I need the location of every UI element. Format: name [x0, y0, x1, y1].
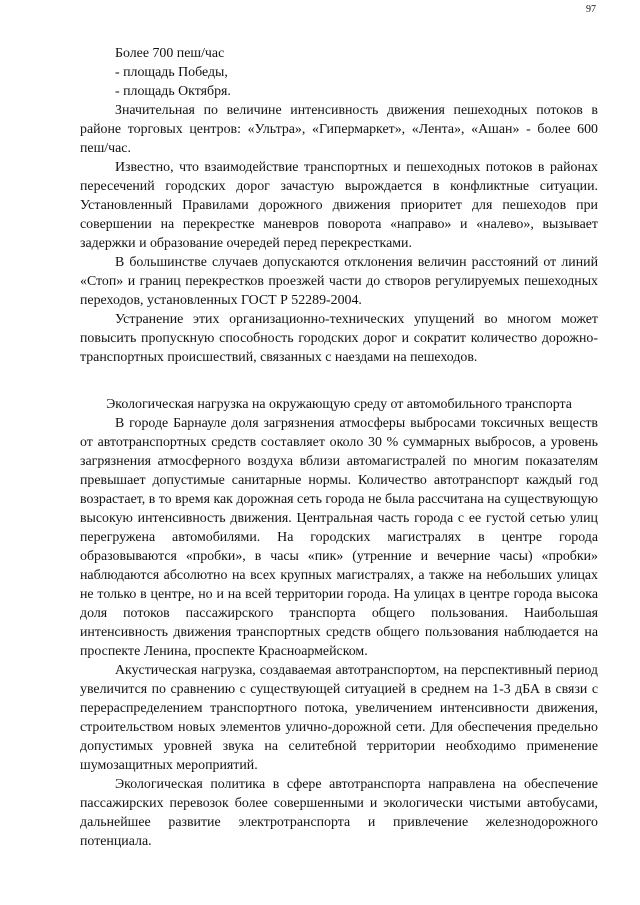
- paragraph: Значительная по величине интенсивность движения пешеходных потоков в районе торговых центров: «Ультра», «Гипермаркет», «Лента», «Ашан» - более 600 пеш/час.: [80, 103, 598, 156]
- page-number: 97: [586, 4, 596, 15]
- paragraph: Устранение этих организационно-технических упущений во многом может повысить пропускную способность городских дорог и сократит количество дорожно-транспортных происшествий, связанных с наездами на пешеходов.: [80, 312, 598, 365]
- paragraph: В городе Барнауле доля загрязнения атмосферы выбросами токсичных веществ от автотранспортных средств составляет около 30 % суммарных выбросов, а уровень загрязнения атмосферного воздуха вблизи автомагистралей по многим показателям превышает допустимые санитарные нормы. Количество автотранспорт каждый год возрастает, в то время как дорожная сеть города не была рассчитана на существующую высокую интенсивность движения. Центральная часть города с ее густой сетью улиц перегружена автомобилями. На городских магистралях в центре города образовываются «пробки», в часы «пик» (утренние и вечерние часы) «пробки» наблюдаются абсолютно на всех крупных магистралях, а также на небольших улицах не только в центре, но и на всей территории города. На улицах в центре города высока доля потоков пассажирского транспорта общего пользования. Наибольшая интенсивность движения транспортных средств общего пользования наблюдается на проспекте Ленина, проспекте Красноармейском.: [80, 416, 598, 659]
- intro-line: Более 700 пеш/час: [115, 46, 225, 61]
- document-body: [80, 44, 598, 851]
- intro-line: - площадь Октября.: [115, 84, 231, 99]
- paragraph: В большинстве случаев допускаются отклонения величин расстояний от линий «Стоп» и границ перекрестков проезжей части до створов регулируемых пешеходных переходов, установленных ГОСТ Р 52289-2004.: [80, 255, 598, 308]
- paragraph: Акустическая нагрузка, создаваемая автотранспортом, на перспективный период увеличится по сравнению с существующей ситуацией в среднем на 1-3 дБА в связи с перераспределением транспортного потока, увеличением интенсивности движения, строительством новых элементов улично-дорожной сети. Для обеспечения предельно допустимых уровней звука на селитебной территории необходимо применение шумозащитных мероприятий.: [80, 663, 598, 773]
- paragraph: Экологическая политика в сфере автотранспорта направлена на обеспечение пассажирских перевозок более совершенными и экологически чистыми автобусами, дальнейшее развитие электротранспорта и привлечение железнодорожного потенциала.: [80, 777, 598, 849]
- section-heading: Экологическая нагрузка на окружающую среду от автомобильного транспорта: [106, 397, 572, 412]
- intro-line: - площадь Победы,: [115, 65, 228, 80]
- paragraph: Известно, что взаимодействие транспортных и пешеходных потоков в районах пересечений городских дорог зачастую вырождается в конфликтные ситуации. Установленный Правилами дорожного движения приоритет для пешеходов при совершении на перекрестке маневров поворота «направо» и «налево», вызывает задержки и образование очередей перед перекрестками.: [80, 160, 598, 251]
